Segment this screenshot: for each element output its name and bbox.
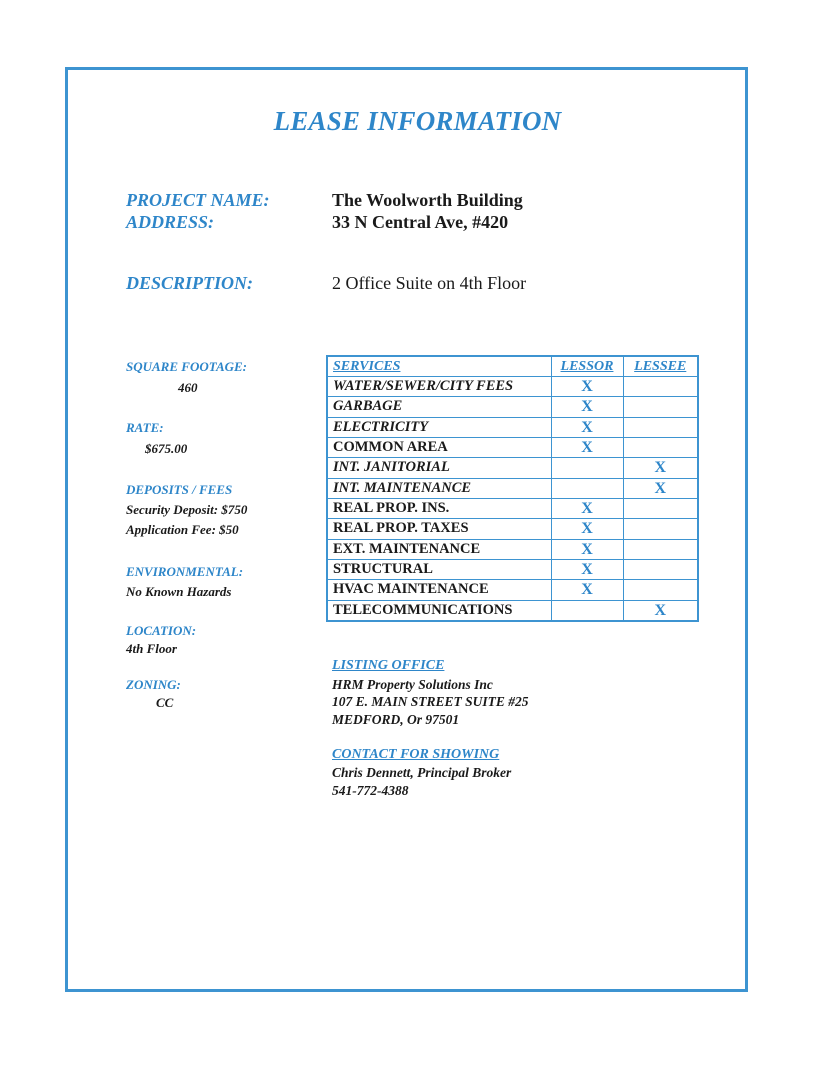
lessor-mark: X — [551, 417, 623, 437]
location-label: LOCATION: — [126, 623, 197, 638]
environmental-label: ENVIRONMENTAL: — [126, 564, 244, 579]
services-header: SERVICES — [327, 356, 551, 377]
lessee-mark — [623, 437, 698, 457]
lessee-mark — [623, 519, 698, 539]
listing-city: MEDFORD, Or 97501 — [332, 712, 460, 727]
service-name: REAL PROP. INS. — [327, 498, 551, 518]
lessee-header: LESSEE — [623, 356, 698, 377]
lessor-mark — [551, 458, 623, 478]
security-deposit: Security Deposit: $750 — [126, 502, 248, 517]
services-header-row — [327, 356, 698, 377]
lessor-header: LESSOR — [551, 356, 623, 377]
table-row — [327, 539, 698, 559]
listing-company: HRM Property Solutions Inc — [332, 677, 493, 692]
service-name: REAL PROP. TAXES — [327, 519, 551, 539]
services-table — [326, 355, 699, 622]
lessee-mark — [623, 580, 698, 600]
rate-label: RATE: — [126, 420, 164, 435]
listing-office-heading: LISTING OFFICE — [332, 658, 445, 673]
lessor-mark: X — [551, 559, 623, 579]
service-name: ELECTRICITY — [327, 417, 551, 437]
address-value: 33 N Central Ave, #420 — [332, 212, 509, 232]
square-footage-value: 460 — [178, 380, 198, 395]
contact-heading: CONTACT FOR SHOWING — [332, 747, 500, 762]
lessor-mark: X — [551, 580, 623, 600]
lessor-mark: X — [551, 397, 623, 417]
lessee-mark: X — [623, 600, 698, 621]
contact-name: Chris Dennett, Principal Broker — [332, 765, 512, 780]
lessee-mark — [623, 559, 698, 579]
listing-street: 107 E. MAIN STREET SUITE #25 — [332, 694, 529, 709]
deposits-label: DEPOSITS / FEES — [126, 482, 233, 497]
zoning-value: CC — [156, 695, 174, 710]
environmental-value: No Known Hazards — [126, 584, 232, 599]
rate-value: $675.00 — [145, 441, 188, 456]
service-name: STRUCTURAL — [327, 559, 551, 579]
lessee-mark — [623, 377, 698, 397]
service-name: INT. JANITORIAL — [327, 458, 551, 478]
application-fee: Application Fee: $50 — [126, 522, 239, 537]
location-value: 4th Floor — [126, 641, 177, 656]
address-label: ADDRESS: — [126, 212, 215, 232]
table-row — [327, 377, 698, 397]
lessor-mark: X — [551, 519, 623, 539]
description-label: DESCRIPTION: — [126, 273, 254, 293]
lessee-mark — [623, 498, 698, 518]
table-row — [327, 417, 698, 437]
lessor-mark: X — [551, 377, 623, 397]
project-name-value: The Woolworth Building — [332, 190, 523, 210]
service-name: COMMON AREA — [327, 437, 551, 457]
table-row — [327, 498, 698, 518]
table-row — [327, 559, 698, 579]
lessee-mark: X — [623, 478, 698, 498]
lessor-mark — [551, 478, 623, 498]
lessee-mark — [623, 417, 698, 437]
table-row — [327, 397, 698, 417]
table-row — [327, 478, 698, 498]
lessee-mark — [623, 539, 698, 559]
lessor-mark: X — [551, 498, 623, 518]
square-footage-label: SQUARE FOOTAGE: — [126, 359, 247, 374]
service-name: GARBAGE — [327, 397, 551, 417]
description-value: 2 Office Suite on 4th Floor — [332, 273, 527, 293]
service-name: INT. MAINTENANCE — [327, 478, 551, 498]
document-title: LEASE INFORMATION — [273, 106, 562, 136]
zoning-label: ZONING: — [126, 677, 181, 692]
table-row — [327, 519, 698, 539]
table-row — [327, 437, 698, 457]
lessee-mark: X — [623, 458, 698, 478]
contact-phone: 541-772-4388 — [332, 783, 409, 798]
lessor-mark: X — [551, 437, 623, 457]
service-name: HVAC MAINTENANCE — [327, 580, 551, 600]
table-row — [327, 580, 698, 600]
service-name: WATER/SEWER/CITY FEES — [327, 377, 551, 397]
lessor-mark — [551, 600, 623, 621]
lessor-mark: X — [551, 539, 623, 559]
table-row — [327, 458, 698, 478]
table-row — [327, 600, 698, 621]
service-name: TELECOMMUNICATIONS — [327, 600, 551, 621]
service-name: EXT. MAINTENANCE — [327, 539, 551, 559]
lessee-mark — [623, 397, 698, 417]
project-name-label: PROJECT NAME: — [126, 190, 270, 210]
